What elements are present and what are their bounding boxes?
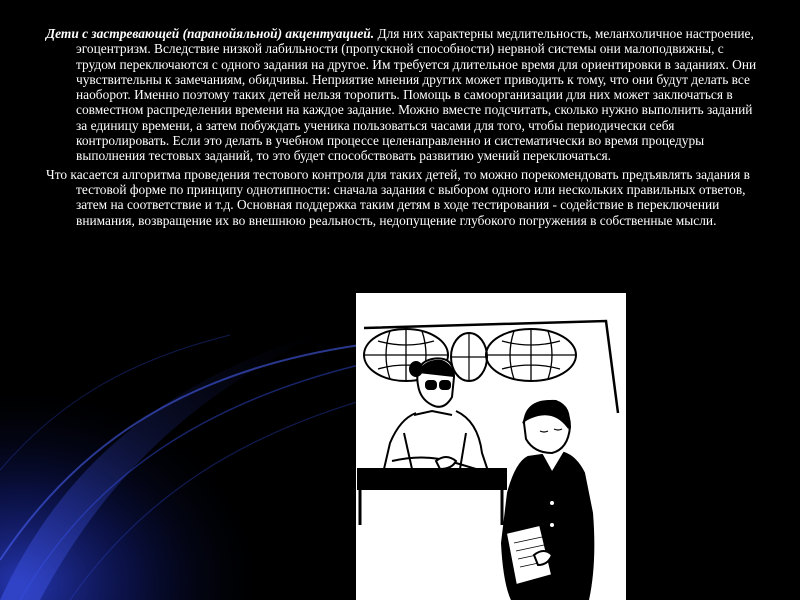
- teacher-and-student-drawing: [356, 293, 626, 600]
- paragraph-1: [46, 26, 766, 164]
- paragraph-2: [46, 167, 766, 228]
- paragraph-2-text: Что касается алгоритма проведения тестового контроля для таких детей, то можно порекомендовать предъявлять задания в тестовой форме по принципу однотипности: сначала задания с выбором одного или нескольких правильных ответов, затем на соответствие и т.д. Основная поддержка таким детям в ходе тестирования - содействие в переключении внимания, возвращение их во внешнюю реальность, недопущение глубокого погружения в собственные мысли.: [46, 166, 750, 228]
- illustration-svg: [356, 293, 626, 600]
- paragraph-1-text: Для них характерны медлительность, меланхоличное настроение, эгоцентризм. Вследствие низкой лабильности (пропускной способности) нервной системы они малоподвижны, с трудом переключаются с одного задания на другое. Им требуется длительное время для ориентировки в заданиях. Они чувствительны к замечаниям, обидчивы. Неприятие мнения других может приводить к тому, что они будут делать все наоборот. Именно поэтому таких детей нельзя торопить. Помощь в самоорганизации для них может заключаться в совместном распределении времени на каждое задание. Можно вместе подсчитать, сколько нужно выполнить заданий за единицу времени, а затем побуждать ученика пользоваться часами для того, чтобы периодически себя контролировать. Если это делать в учебном процессе целенаправленно и систематически во время процедуры выполнения тестовых заданий, то это будет способствовать развитию умений переключаться.: [76, 26, 757, 164]
- slide-text: [46, 26, 766, 231]
- paragraph-1-lead: Дети с застревающей (паранойяльной) акцентуацией.: [46, 26, 375, 41]
